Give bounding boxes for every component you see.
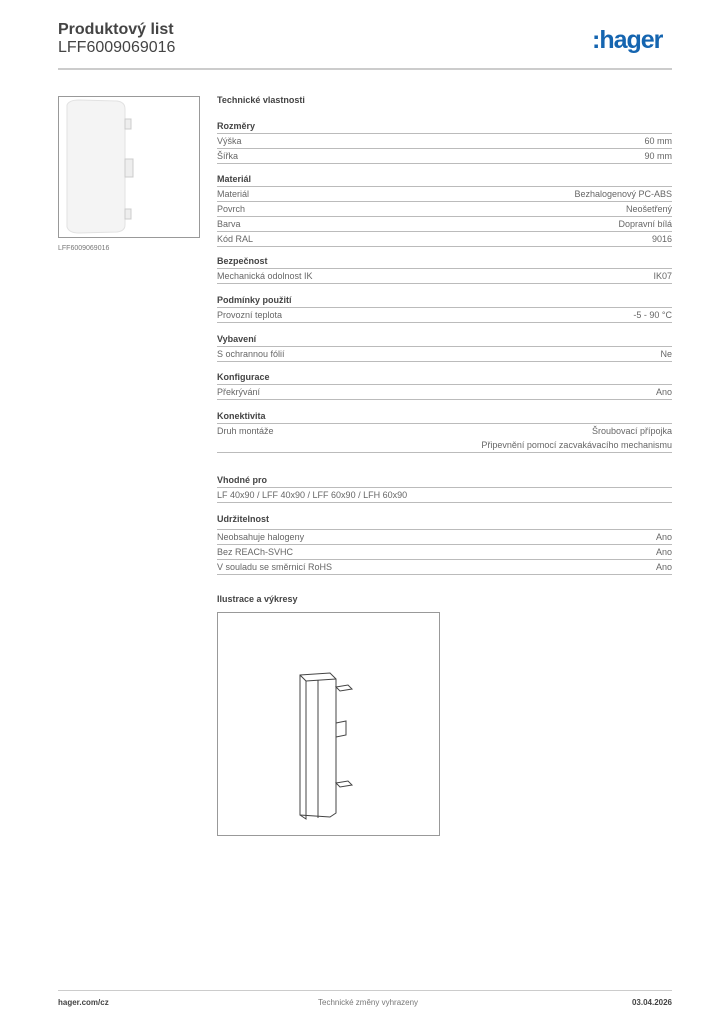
- row-label: Výška: [217, 136, 242, 146]
- row-label: LF 40x90 / LFF 40x90 / LFF 60x90 / LFH 60x90: [217, 490, 408, 500]
- row-value: Ne: [660, 349, 672, 359]
- table-row: [217, 347, 672, 362]
- section-title: Podmínky použití: [217, 293, 672, 308]
- table-row: [217, 149, 672, 164]
- photo-caption: LFF6009069016: [58, 245, 110, 252]
- section-bezpecnost: [217, 254, 672, 284]
- footer-divider: [58, 990, 672, 991]
- row-value: Ano: [655, 562, 672, 572]
- section-podminky: [217, 293, 672, 323]
- section-title: Konfigurace: [217, 370, 672, 385]
- section-material: [217, 172, 672, 247]
- footer-date: 03.04.2026: [631, 998, 672, 1007]
- table-row: [217, 424, 672, 453]
- row-label: Šířka: [217, 151, 239, 161]
- row-label: Překrývání: [217, 387, 261, 397]
- row-value: -5 - 90 °C: [633, 310, 672, 320]
- section-konektivita: [217, 409, 672, 453]
- row-value: Ano: [655, 532, 672, 542]
- row-label: Materiál: [217, 189, 250, 199]
- table-row: [217, 134, 672, 149]
- row-label: Bez REACh-SVHC: [217, 547, 294, 557]
- row-value: Ano: [655, 547, 672, 557]
- row-label: S ochrannou fólií: [217, 349, 285, 359]
- table-row: [217, 308, 672, 323]
- row-label: Barva: [217, 219, 241, 229]
- footer-website[interactable]: hager.com/cz: [58, 998, 109, 1007]
- row-label: Druh montáže: [217, 426, 274, 436]
- table-row: [217, 488, 672, 503]
- row-value: Bezhalogenový PC-ABS: [574, 189, 672, 199]
- product-code: LFF6009069016: [58, 39, 176, 56]
- row-label: Mechanická odolnost IK: [217, 271, 313, 281]
- table-row: [217, 187, 672, 202]
- table-row: [217, 202, 672, 217]
- section-title: Vybavení: [217, 332, 672, 347]
- table-row: [217, 560, 672, 575]
- section-konfigurace: [217, 370, 672, 400]
- row-label: V souladu se směrnicí RoHS: [217, 562, 333, 572]
- tech-properties-heading: Technické vlastnosti: [217, 95, 305, 105]
- hager-logo: :hager: [592, 26, 663, 54]
- row-value-2: Připevnění pomocí zacvakávacího mechanismu: [481, 440, 672, 450]
- section-title: Vhodné pro: [217, 473, 672, 488]
- row-label: Kód RAL: [217, 234, 254, 244]
- row-value: Šroubovací přípojka: [591, 426, 672, 436]
- row-label: Povrch: [217, 204, 246, 214]
- section-title: Udržitelnost: [217, 512, 672, 530]
- section-vybaveni: [217, 332, 672, 362]
- section-rozmery: [217, 119, 672, 164]
- section-title: Rozměry: [217, 119, 672, 134]
- row-value: Ano: [655, 387, 672, 397]
- header-divider: [58, 68, 672, 70]
- product-drawing: [217, 612, 440, 836]
- section-title: Konektivita: [217, 409, 672, 424]
- table-row: [217, 232, 672, 247]
- product-photo: [58, 96, 200, 238]
- footer-disclaimer: Technické změny vyhrazeny: [318, 998, 419, 1007]
- table-row: [217, 217, 672, 232]
- row-value: IK07: [653, 271, 672, 281]
- section-title: Bezpečnost: [217, 254, 672, 269]
- section-title: Materiál: [217, 172, 672, 187]
- row-value: 90 mm: [644, 151, 672, 161]
- row-value: Neošetřený: [625, 204, 672, 214]
- illustrations-heading: Ilustrace a výkresy: [217, 594, 298, 604]
- table-row: [217, 530, 672, 545]
- section-vhodne-pro: [217, 473, 672, 503]
- page-title: Produktový list: [58, 21, 174, 38]
- row-label: Provozní teplota: [217, 310, 283, 320]
- row-value: Dopravní bílá: [618, 219, 672, 229]
- row-value: 9016: [651, 234, 672, 244]
- row-label: Neobsahuje halogeny: [217, 532, 305, 542]
- row-value: 60 mm: [644, 136, 672, 146]
- table-row: [217, 269, 672, 284]
- table-row: [217, 385, 672, 400]
- section-udrzitelnost: [217, 512, 672, 575]
- table-row: [217, 545, 672, 560]
